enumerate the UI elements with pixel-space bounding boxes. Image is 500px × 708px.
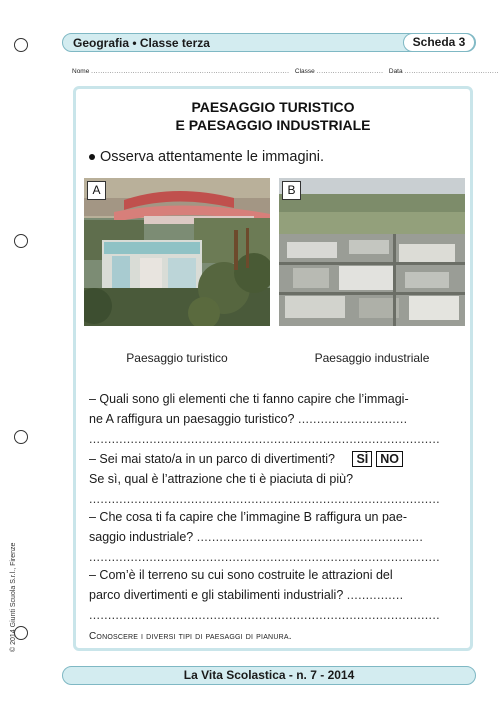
question-4: – Com’è il terreno su cui sono costruite le attrazioni del parco divertimenti e gli stabilimenti industriali? ............... ............................................................................................. [89, 565, 465, 625]
learning-objective: Conoscere i diversi tipi di paesaggi di pianura. [89, 631, 292, 642]
date-field[interactable]: ......................................... [404, 68, 499, 75]
instruction: Osserva attentamente le immagini. [89, 149, 324, 165]
no-checkbox[interactable]: NO [376, 451, 403, 467]
question-2: – Sei mai stato/a in un parco di divertimenti? SÌ NO Se sì, qual è l’attrazione che ti è piaciuta di più? ............................................................................................. [89, 449, 465, 509]
name-field[interactable]: ...................................................................................... [91, 68, 290, 75]
answer-line[interactable]: ............................................................................................. [89, 492, 440, 506]
photo-tag-b: B [282, 181, 301, 200]
photo-tourist-landscape [84, 178, 270, 326]
photo-industrial-landscape [279, 178, 465, 326]
amusement-park-image [84, 178, 270, 326]
student-fields [72, 68, 499, 75]
question-1: – Quali sono gli elementi che ti fanno capire che l’immagi- ne A raffigura un paesaggio turistico? ............................. ............................................................................................. [89, 389, 465, 449]
caption-industrial: Paesaggio industriale [314, 351, 430, 365]
answer-line[interactable]: ............................. [297, 412, 408, 426]
name-label: Nome [72, 68, 90, 75]
class-field[interactable]: ............................. [316, 68, 384, 75]
answer-line[interactable]: ............................................................ [196, 530, 424, 544]
date-label: Data [388, 68, 403, 75]
copyright-notice: © 2014 Giunti Scuola S.r.l., Firenze [10, 542, 17, 652]
title-line-1: PAESAGGIO TURISTICO [191, 99, 355, 115]
answer-line[interactable]: ............................................................................................. [89, 432, 440, 446]
answer-line[interactable]: ............... [346, 588, 404, 602]
binder-hole [14, 234, 28, 248]
binder-hole [14, 430, 28, 444]
bullet-icon [89, 154, 95, 160]
worksheet-card [73, 86, 473, 651]
industrial-area-image [279, 178, 465, 326]
question-3: – Che cosa ti fa capire che l’immagine B raffigura un pae- saggio industriale? ............................................................ ............................................................................................. [89, 507, 465, 567]
yes-checkbox[interactable]: SÌ [352, 451, 372, 467]
sheet-label: Scheda 3 [403, 33, 475, 52]
title-line-2: E PAESAGGIO INDUSTRIALE [175, 117, 371, 133]
photo-tag-a: A [87, 181, 106, 200]
binder-hole [14, 38, 28, 52]
answer-line[interactable]: ............................................................................................. [89, 608, 440, 622]
caption-tourist: Paesaggio turistico [126, 351, 228, 365]
subject-label: Geografia • Classe terza [73, 36, 210, 50]
answer-line[interactable]: ............................................................................................. [89, 550, 440, 564]
class-label: Classe [294, 68, 315, 75]
header-bar [62, 33, 476, 52]
footer-bar: La Vita Scolastica - n. 7 - 2014 [62, 666, 476, 685]
